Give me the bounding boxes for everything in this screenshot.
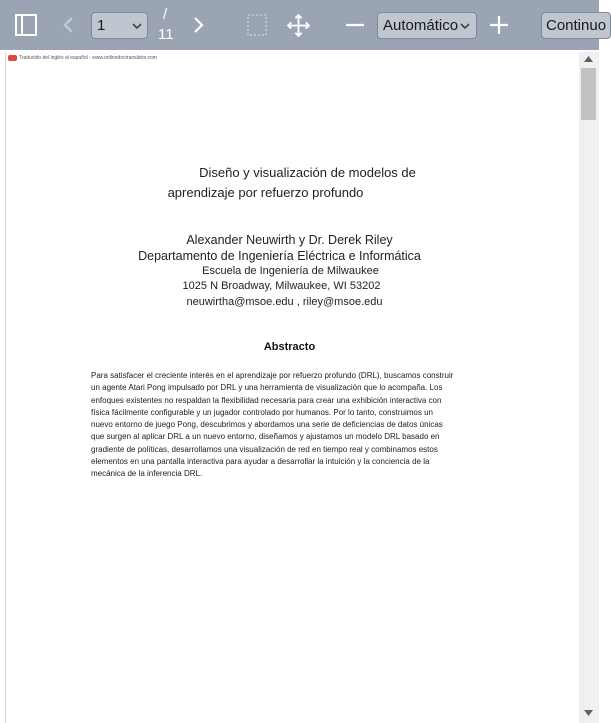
abstract-line: física fácilmente configurable y un jugador controlado por humanos. Por lo tanto, construimos un (91, 407, 433, 417)
scroll-down-arrow-icon[interactable] (584, 710, 593, 716)
abstract-heading: Abstracto (263, 341, 316, 353)
continuous-mode-label: Continuo (546, 17, 607, 34)
abstract-line: gradiente de políticas, desarrollamos una visualización de red en tiempo real y combinamos estos (91, 444, 438, 454)
zoom-select[interactable] (377, 12, 477, 39)
zoom-out-icon (344, 13, 366, 37)
translation-banner[interactable] (8, 55, 157, 61)
chevron-down-icon (459, 21, 471, 31)
move-tool-button[interactable] (286, 13, 311, 38)
scrollbar-thumb[interactable] (581, 68, 596, 120)
address: 1025 N Broadway, Milwaukee, WI 53202 (182, 280, 381, 292)
authors: Alexander Neuwirth y Dr. Derek Riley (186, 233, 393, 247)
abstract-line: que surgen al aplicar DRL a un nuevo entorno, diseñamos y ajustamos un modelo DRL basado en (91, 432, 440, 442)
translator-logo-icon (8, 55, 17, 61)
page-separator: / (163, 6, 168, 23)
zoom-value: Automático (383, 17, 459, 34)
abstract-line: Para satisfacer el creciente interés en el aprendizaje por refuerzo profundo (DRL), buscamos construir (91, 371, 454, 380)
previous-page-button[interactable] (62, 15, 76, 35)
next-page-icon (191, 15, 205, 35)
document-title-line-1: Diseño y visualización de modelos de (199, 165, 416, 180)
next-page-button[interactable] (191, 15, 205, 35)
zoom-out-button[interactable] (344, 13, 366, 37)
translation-banner-text: Traducido del inglés al español - www.onlinedoctranslator.com (19, 55, 157, 61)
document-title-line-2: aprendizaje por refuerzo profundo (167, 185, 364, 200)
abstract-line: nuevo entorno de juego Pong, descubrimos y abordamos una serie de deficiencias de datos únicas (91, 420, 443, 430)
chevron-down-icon (131, 21, 143, 31)
continuous-mode-button[interactable] (541, 12, 611, 39)
abstract-line: enfoques existentes no respaldan la flexibilidad necesaria para crear una exhibición interactiva con (91, 395, 442, 405)
sidebar-toggle-button[interactable] (14, 13, 38, 37)
vertical-scrollbar[interactable] (579, 52, 599, 723)
abstract-line: mecánica de la inferencia DRL. (91, 469, 203, 479)
abstract-text (91, 370, 496, 481)
abstract-line: elementos en una pantalla interactiva para ayudar a desarrollar la intuición y la conciencia de la (91, 457, 430, 467)
previous-page-icon (62, 15, 76, 35)
school: Escuela de Ingeniería de Milwaukee (202, 265, 379, 277)
toolbar (0, 0, 607, 50)
emails: neuwirtha@msoe.edu , riley@msoe.edu (186, 296, 383, 308)
page-total: 11 (158, 26, 174, 43)
select-tool-icon (246, 13, 268, 37)
department: Departamento de Ingeniería Eléctrica e Informática (138, 249, 421, 263)
abstract-line: un agente Atari Pong impulsado por DRL y una herramienta de visualización que lo acompaña. Los (91, 383, 443, 393)
zoom-in-icon (488, 13, 510, 37)
page-number-value: 1 (97, 17, 106, 34)
move-tool-icon (286, 13, 311, 38)
sidebar-toggle-icon (14, 13, 38, 37)
scroll-up-arrow-icon[interactable] (584, 56, 593, 62)
select-tool-button[interactable] (246, 13, 268, 37)
page-number-select[interactable] (91, 12, 148, 39)
zoom-in-button[interactable] (488, 13, 510, 37)
